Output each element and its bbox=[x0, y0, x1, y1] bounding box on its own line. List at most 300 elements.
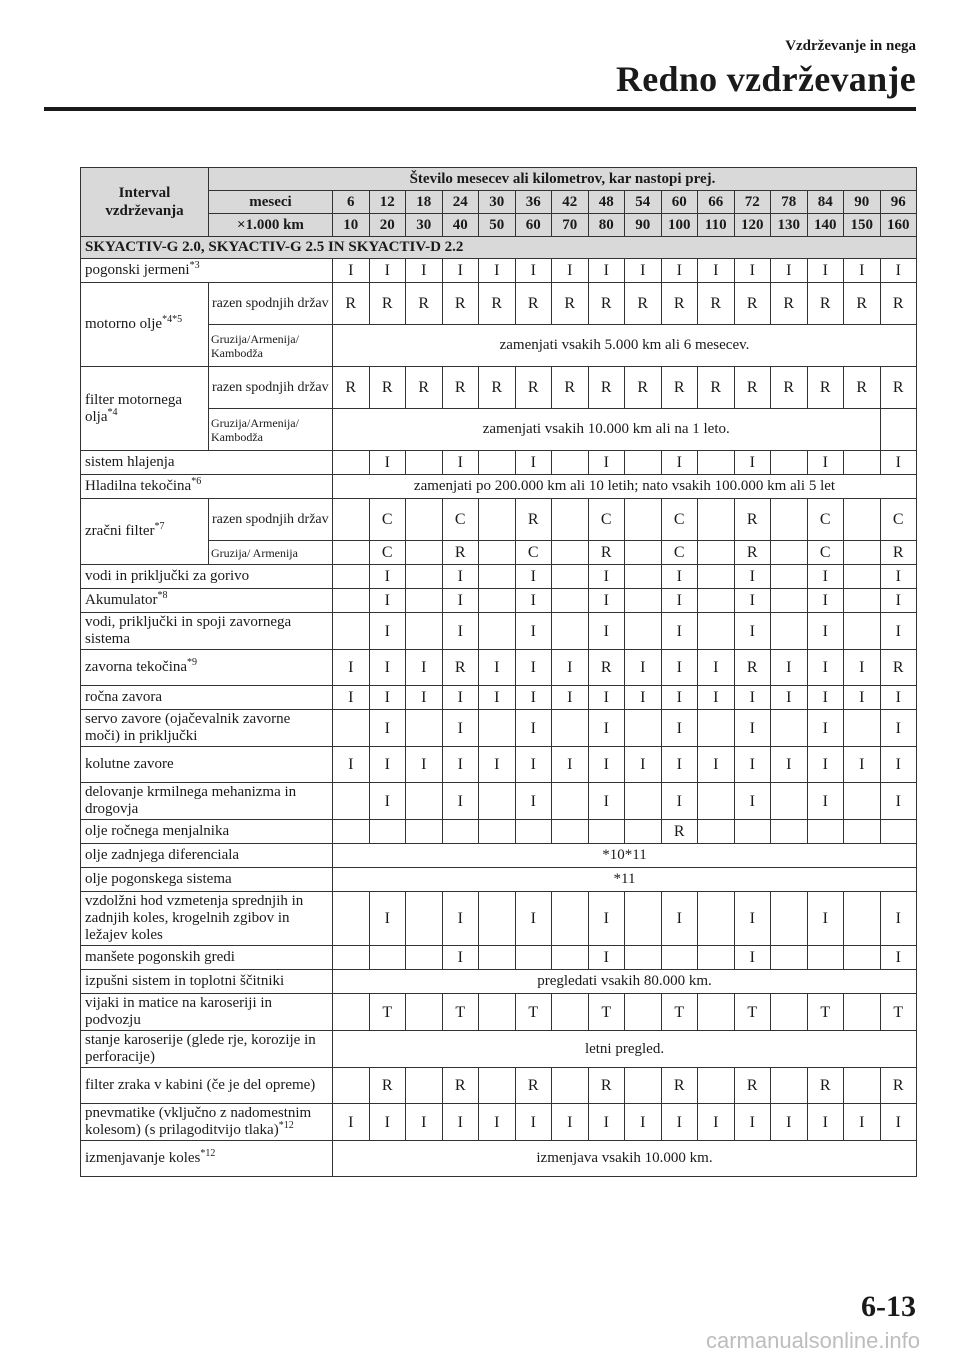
schedule-cell: I bbox=[844, 686, 881, 710]
schedule-cell bbox=[369, 820, 406, 844]
schedule-cell: R bbox=[515, 367, 552, 409]
row-label bbox=[81, 1068, 333, 1104]
schedule-cell: R bbox=[807, 1068, 844, 1104]
schedule-cell bbox=[771, 710, 808, 747]
schedule-cell: I bbox=[369, 613, 406, 650]
schedule-cell: I bbox=[442, 946, 479, 970]
schedule-cell bbox=[479, 946, 516, 970]
row-label bbox=[81, 994, 333, 1031]
schedule-cell bbox=[333, 892, 370, 946]
schedule-cell: C bbox=[515, 541, 552, 565]
schedule-cell: I bbox=[807, 259, 844, 283]
schedule-cell: I bbox=[880, 946, 917, 970]
month-header: 12 bbox=[369, 191, 406, 214]
schedule-cell bbox=[552, 451, 589, 475]
km-header: 60 bbox=[515, 214, 552, 237]
schedule-cell bbox=[698, 783, 735, 820]
table-row bbox=[81, 613, 917, 650]
row-label-text: delovanje krmilnega mehanizma in drogovja bbox=[85, 784, 297, 817]
schedule-cell: I bbox=[442, 1104, 479, 1141]
schedule-cell bbox=[406, 892, 443, 946]
schedule-cell: I bbox=[661, 565, 698, 589]
schedule-cell: R bbox=[771, 367, 808, 409]
schedule-cell: I bbox=[442, 783, 479, 820]
row-label-text: stanje karoserije (glede rje, korozije in perforacije) bbox=[85, 1032, 316, 1065]
region-label: razen spodnjih držav bbox=[209, 367, 333, 409]
schedule-cell: I bbox=[515, 259, 552, 283]
row-label bbox=[81, 970, 333, 994]
schedule-cell bbox=[515, 820, 552, 844]
schedule-cell bbox=[625, 589, 662, 613]
schedule-cell: I bbox=[552, 686, 589, 710]
region-label: Gruzija/ Armenija bbox=[209, 541, 333, 565]
schedule-cell bbox=[479, 1068, 516, 1104]
schedule-cell: R bbox=[661, 820, 698, 844]
schedule-cell: T bbox=[515, 994, 552, 1031]
schedule-cell: I bbox=[661, 613, 698, 650]
table-row bbox=[81, 475, 917, 499]
schedule-cell: I bbox=[552, 747, 589, 783]
schedule-cell bbox=[406, 994, 443, 1031]
row-label-text: zračni filter bbox=[85, 523, 155, 539]
schedule-cell: I bbox=[880, 1104, 917, 1141]
row-label bbox=[81, 1104, 333, 1141]
table-row bbox=[81, 1068, 917, 1104]
month-header: 30 bbox=[479, 191, 516, 214]
schedule-cell: I bbox=[734, 565, 771, 589]
schedule-cell: I bbox=[333, 1104, 370, 1141]
schedule-cell: I bbox=[661, 451, 698, 475]
schedule-cell: I bbox=[369, 1104, 406, 1141]
schedule-cell: I bbox=[515, 451, 552, 475]
footnote-ref: *4 bbox=[107, 406, 118, 418]
month-header: 78 bbox=[771, 191, 808, 214]
schedule-cell bbox=[479, 451, 516, 475]
schedule-cell: I bbox=[625, 259, 662, 283]
empty-cell bbox=[880, 409, 917, 451]
schedule-cell bbox=[661, 946, 698, 970]
schedule-cell: R bbox=[734, 541, 771, 565]
km-header: 150 bbox=[844, 214, 881, 237]
schedule-cell: I bbox=[771, 686, 808, 710]
schedule-cell: I bbox=[333, 747, 370, 783]
row-label-text: izmenjavanje koles bbox=[85, 1150, 201, 1166]
schedule-cell: R bbox=[442, 1068, 479, 1104]
schedule-cell: I bbox=[515, 892, 552, 946]
schedule-cell: I bbox=[588, 1104, 625, 1141]
schedule-cell: I bbox=[515, 686, 552, 710]
schedule-cell bbox=[698, 565, 735, 589]
schedule-cell: R bbox=[880, 367, 917, 409]
schedule-cell: I bbox=[442, 892, 479, 946]
watermark: carmanualsonline.info bbox=[705, 1328, 920, 1353]
schedule-cell bbox=[552, 613, 589, 650]
row-label-text: vzdolžni hod vzmetenja sprednjih in zadnjih koles, krogelnih zgibov in ležajev koles bbox=[85, 893, 304, 943]
schedule-cell: I bbox=[625, 686, 662, 710]
schedule-cell: I bbox=[442, 565, 479, 589]
schedule-cell: R bbox=[588, 1068, 625, 1104]
schedule-cell: R bbox=[442, 283, 479, 325]
schedule-cell bbox=[552, 541, 589, 565]
table-row bbox=[81, 892, 917, 946]
month-header: 24 bbox=[442, 191, 479, 214]
schedule-cell: I bbox=[807, 747, 844, 783]
schedule-cell: I bbox=[369, 710, 406, 747]
schedule-cell bbox=[844, 892, 881, 946]
km-header: 10 bbox=[333, 214, 370, 237]
schedule-cell: I bbox=[369, 783, 406, 820]
table-row bbox=[81, 686, 917, 710]
schedule-cell: I bbox=[698, 259, 735, 283]
schedule-cell: I bbox=[734, 946, 771, 970]
row-label-text: servo zavore (ojačevalnik zavorne moči) in priključki bbox=[85, 711, 291, 744]
schedule-cell: R bbox=[406, 367, 443, 409]
schedule-cell bbox=[844, 820, 881, 844]
schedule-cell: I bbox=[515, 650, 552, 686]
km-header: 100 bbox=[661, 214, 698, 237]
page-title: Redno vzdrževanje bbox=[615, 59, 916, 99]
schedule-cell bbox=[625, 892, 662, 946]
row-label-text: Hladilna tekočina bbox=[85, 478, 192, 494]
schedule-cell bbox=[552, 565, 589, 589]
schedule-cell bbox=[698, 820, 735, 844]
schedule-cell bbox=[406, 541, 443, 565]
schedule-cell: I bbox=[442, 259, 479, 283]
schedule-cell bbox=[771, 820, 808, 844]
schedule-cell: R bbox=[661, 283, 698, 325]
table-row bbox=[81, 710, 917, 747]
footnote-ref: *9 bbox=[187, 657, 198, 668]
schedule-cell bbox=[625, 946, 662, 970]
schedule-cell bbox=[625, 565, 662, 589]
schedule-cell: I bbox=[807, 783, 844, 820]
schedule-cell: I bbox=[734, 589, 771, 613]
km-label: ×1.000 km bbox=[209, 214, 333, 237]
row-label bbox=[81, 747, 333, 783]
schedule-cell bbox=[552, 820, 589, 844]
schedule-cell: I bbox=[369, 747, 406, 783]
section-label: SKYACTIV-G 2.0, SKYACTIV-G 2.5 IN SKYACTIV-D 2.2 bbox=[81, 237, 917, 259]
schedule-cell: C bbox=[369, 541, 406, 565]
schedule-cell: I bbox=[515, 747, 552, 783]
schedule-cell bbox=[771, 541, 808, 565]
section-title: Vzdrževanje in nega bbox=[785, 38, 916, 54]
schedule-cell bbox=[698, 613, 735, 650]
row-label bbox=[81, 259, 333, 283]
month-header: 6 bbox=[333, 191, 370, 214]
schedule-cell: C bbox=[661, 499, 698, 541]
schedule-cell: R bbox=[588, 650, 625, 686]
row-label-text: izpušni sistem in toplotni ščitniki bbox=[85, 973, 285, 989]
month-header: 42 bbox=[552, 191, 589, 214]
schedule-cell bbox=[698, 710, 735, 747]
row-label bbox=[81, 589, 333, 613]
schedule-cell: I bbox=[588, 946, 625, 970]
schedule-cell: R bbox=[442, 541, 479, 565]
schedule-cell: R bbox=[552, 283, 589, 325]
table-row bbox=[81, 994, 917, 1031]
schedule-cell: I bbox=[588, 589, 625, 613]
row-label-text: filter zraka v kabini (če je del opreme) bbox=[85, 1077, 316, 1093]
schedule-cell bbox=[333, 1068, 370, 1104]
footnote-ref: *8 bbox=[157, 590, 168, 601]
schedule-cell: R bbox=[588, 367, 625, 409]
section-row bbox=[81, 237, 917, 259]
schedule-cell: I bbox=[844, 650, 881, 686]
schedule-cell: R bbox=[479, 283, 516, 325]
table-row bbox=[81, 844, 917, 868]
schedule-cell: I bbox=[807, 710, 844, 747]
schedule-cell bbox=[333, 613, 370, 650]
schedule-cell: I bbox=[515, 613, 552, 650]
schedule-cell: R bbox=[734, 367, 771, 409]
schedule-cell: I bbox=[807, 613, 844, 650]
interval-header: Interval vzdrževanja bbox=[81, 168, 209, 237]
schedule-cell: C bbox=[442, 499, 479, 541]
row-label bbox=[81, 650, 333, 686]
row-label bbox=[81, 844, 333, 868]
schedule-cell: I bbox=[515, 589, 552, 613]
schedule-cell: I bbox=[369, 589, 406, 613]
schedule-cell: I bbox=[734, 783, 771, 820]
schedule-cell bbox=[771, 499, 808, 541]
schedule-cell bbox=[552, 710, 589, 747]
schedule-cell: I bbox=[771, 650, 808, 686]
schedule-cell: I bbox=[880, 783, 917, 820]
table-row bbox=[81, 1104, 917, 1141]
schedule-cell: I bbox=[734, 259, 771, 283]
schedule-cell bbox=[333, 499, 370, 541]
schedule-cell: I bbox=[369, 650, 406, 686]
schedule-cell bbox=[369, 946, 406, 970]
row-label bbox=[81, 367, 209, 451]
schedule-cell bbox=[333, 541, 370, 565]
schedule-cell: I bbox=[479, 1104, 516, 1141]
schedule-cell: C bbox=[369, 499, 406, 541]
row-label bbox=[81, 783, 333, 820]
schedule-cell: I bbox=[807, 565, 844, 589]
interval-note: letni pregled. bbox=[333, 1031, 917, 1068]
schedule-cell bbox=[333, 994, 370, 1031]
schedule-cell bbox=[625, 499, 662, 541]
row-label-text: olje zadnjega diferenciala bbox=[85, 847, 240, 863]
schedule-cell bbox=[406, 451, 443, 475]
table-row bbox=[81, 499, 917, 541]
schedule-cell: T bbox=[734, 994, 771, 1031]
row-label-text: sistem hlajenja bbox=[85, 454, 175, 470]
schedule-cell bbox=[771, 994, 808, 1031]
schedule-cell bbox=[552, 783, 589, 820]
schedule-cell bbox=[844, 783, 881, 820]
schedule-cell: I bbox=[734, 892, 771, 946]
table-row bbox=[81, 283, 917, 325]
schedule-cell: I bbox=[698, 1104, 735, 1141]
region-label: razen spodnjih držav bbox=[209, 499, 333, 541]
schedule-cell bbox=[406, 565, 443, 589]
schedule-cell bbox=[625, 710, 662, 747]
schedule-cell: T bbox=[442, 994, 479, 1031]
schedule-cell bbox=[333, 565, 370, 589]
schedule-cell bbox=[698, 994, 735, 1031]
schedule-cell: I bbox=[625, 1104, 662, 1141]
schedule-cell: I bbox=[442, 686, 479, 710]
schedule-cell: R bbox=[880, 1068, 917, 1104]
km-header: 130 bbox=[771, 214, 808, 237]
schedule-cell: T bbox=[807, 994, 844, 1031]
schedule-cell: R bbox=[369, 1068, 406, 1104]
km-header: 20 bbox=[369, 214, 406, 237]
schedule-cell: I bbox=[515, 710, 552, 747]
schedule-cell: I bbox=[625, 747, 662, 783]
schedule-cell: I bbox=[880, 686, 917, 710]
schedule-cell: R bbox=[369, 367, 406, 409]
schedule-cell: R bbox=[698, 283, 735, 325]
schedule-cell bbox=[807, 946, 844, 970]
schedule-cell bbox=[479, 892, 516, 946]
schedule-cell: R bbox=[734, 283, 771, 325]
schedule-cell bbox=[625, 1068, 662, 1104]
row-label-text: vodi in priključki za gorivo bbox=[85, 568, 250, 584]
schedule-cell: I bbox=[880, 451, 917, 475]
schedule-cell bbox=[625, 783, 662, 820]
region-label: Gruzija/Armenija/ Kambodža bbox=[209, 325, 333, 367]
row-label-text: kolutne zavore bbox=[85, 756, 174, 772]
schedule-cell: R bbox=[406, 283, 443, 325]
schedule-cell: I bbox=[880, 710, 917, 747]
schedule-cell: R bbox=[880, 283, 917, 325]
schedule-cell: T bbox=[369, 994, 406, 1031]
schedule-cell bbox=[333, 451, 370, 475]
schedule-cell: C bbox=[807, 499, 844, 541]
schedule-cell: R bbox=[515, 499, 552, 541]
page-number: 6-13 bbox=[861, 1290, 916, 1323]
schedule-cell: I bbox=[369, 565, 406, 589]
schedule-cell: R bbox=[734, 1068, 771, 1104]
schedule-cell: I bbox=[807, 650, 844, 686]
schedule-cell bbox=[771, 451, 808, 475]
schedule-cell: I bbox=[479, 259, 516, 283]
schedule-cell bbox=[406, 613, 443, 650]
schedule-cell: I bbox=[771, 747, 808, 783]
schedule-cell: R bbox=[771, 283, 808, 325]
table-row bbox=[81, 747, 917, 783]
table-row bbox=[81, 1141, 917, 1177]
schedule-cell: I bbox=[515, 783, 552, 820]
schedule-cell: I bbox=[406, 259, 443, 283]
schedule-cell: I bbox=[880, 892, 917, 946]
month-header: 36 bbox=[515, 191, 552, 214]
header-rule bbox=[44, 107, 916, 111]
schedule-cell: I bbox=[661, 1104, 698, 1141]
schedule-cell: I bbox=[442, 589, 479, 613]
table-row bbox=[81, 259, 917, 283]
schedule-cell bbox=[333, 946, 370, 970]
schedule-cell bbox=[625, 994, 662, 1031]
schedule-cell bbox=[552, 589, 589, 613]
schedule-cell bbox=[406, 783, 443, 820]
table-row bbox=[81, 783, 917, 820]
schedule-cell bbox=[844, 565, 881, 589]
schedule-cell bbox=[479, 783, 516, 820]
schedule-cell: I bbox=[588, 710, 625, 747]
schedule-cell: I bbox=[807, 686, 844, 710]
footnote-ref: *3 bbox=[189, 260, 200, 271]
footnote-note: *10*11 bbox=[333, 844, 917, 868]
row-label-text: olje pogonskega sistema bbox=[85, 871, 232, 887]
schedule-cell bbox=[406, 820, 443, 844]
schedule-cell: I bbox=[807, 892, 844, 946]
schedule-cell: I bbox=[880, 589, 917, 613]
schedule-cell bbox=[844, 613, 881, 650]
km-header: 30 bbox=[406, 214, 443, 237]
schedule-cell bbox=[771, 565, 808, 589]
schedule-cell: I bbox=[734, 613, 771, 650]
schedule-cell bbox=[698, 946, 735, 970]
row-label bbox=[81, 499, 209, 565]
schedule-cell: R bbox=[880, 541, 917, 565]
schedule-cell bbox=[479, 565, 516, 589]
schedule-cell bbox=[515, 946, 552, 970]
schedule-cell: C bbox=[880, 499, 917, 541]
schedule-cell: I bbox=[844, 747, 881, 783]
schedule-cell: R bbox=[588, 283, 625, 325]
schedule-cell: I bbox=[552, 1104, 589, 1141]
schedule-cell bbox=[333, 589, 370, 613]
schedule-cell bbox=[698, 1068, 735, 1104]
schedule-cell: I bbox=[442, 451, 479, 475]
month-header: 18 bbox=[406, 191, 443, 214]
row-label-text: filter motornega olja bbox=[85, 391, 183, 425]
interval-note: pregledati vsakih 80.000 km. bbox=[333, 970, 917, 994]
schedule-cell: I bbox=[406, 650, 443, 686]
schedule-cell: I bbox=[588, 613, 625, 650]
schedule-cell: R bbox=[880, 650, 917, 686]
schedule-cell: T bbox=[880, 994, 917, 1031]
schedule-cell: R bbox=[479, 367, 516, 409]
table-row bbox=[81, 451, 917, 475]
schedule-cell: I bbox=[588, 747, 625, 783]
schedule-cell: I bbox=[880, 747, 917, 783]
schedule-cell: I bbox=[369, 451, 406, 475]
schedule-cell bbox=[479, 499, 516, 541]
schedule-cell: I bbox=[734, 451, 771, 475]
schedule-cell: I bbox=[807, 451, 844, 475]
schedule-cell: R bbox=[369, 283, 406, 325]
maintenance-schedule-table bbox=[80, 167, 917, 1177]
interval-note: zamenjati vsakih 5.000 km ali 6 mesecev. bbox=[333, 325, 917, 367]
schedule-cell bbox=[625, 820, 662, 844]
schedule-cell bbox=[552, 994, 589, 1031]
schedule-cell: R bbox=[588, 541, 625, 565]
footnote-ref: *6 bbox=[191, 476, 202, 487]
schedule-cell: I bbox=[406, 1104, 443, 1141]
schedule-cell: I bbox=[880, 565, 917, 589]
schedule-cell bbox=[479, 541, 516, 565]
schedule-cell: I bbox=[369, 259, 406, 283]
schedule-cell: I bbox=[807, 589, 844, 613]
month-header: 60 bbox=[661, 191, 698, 214]
schedule-cell bbox=[771, 613, 808, 650]
row-label bbox=[81, 710, 333, 747]
schedule-cell: R bbox=[734, 650, 771, 686]
table-row bbox=[81, 970, 917, 994]
schedule-cell: I bbox=[844, 259, 881, 283]
schedule-cell: R bbox=[734, 499, 771, 541]
schedule-cell bbox=[625, 613, 662, 650]
schedule-cell: I bbox=[442, 710, 479, 747]
schedule-cell bbox=[844, 589, 881, 613]
schedule-cell: I bbox=[771, 259, 808, 283]
